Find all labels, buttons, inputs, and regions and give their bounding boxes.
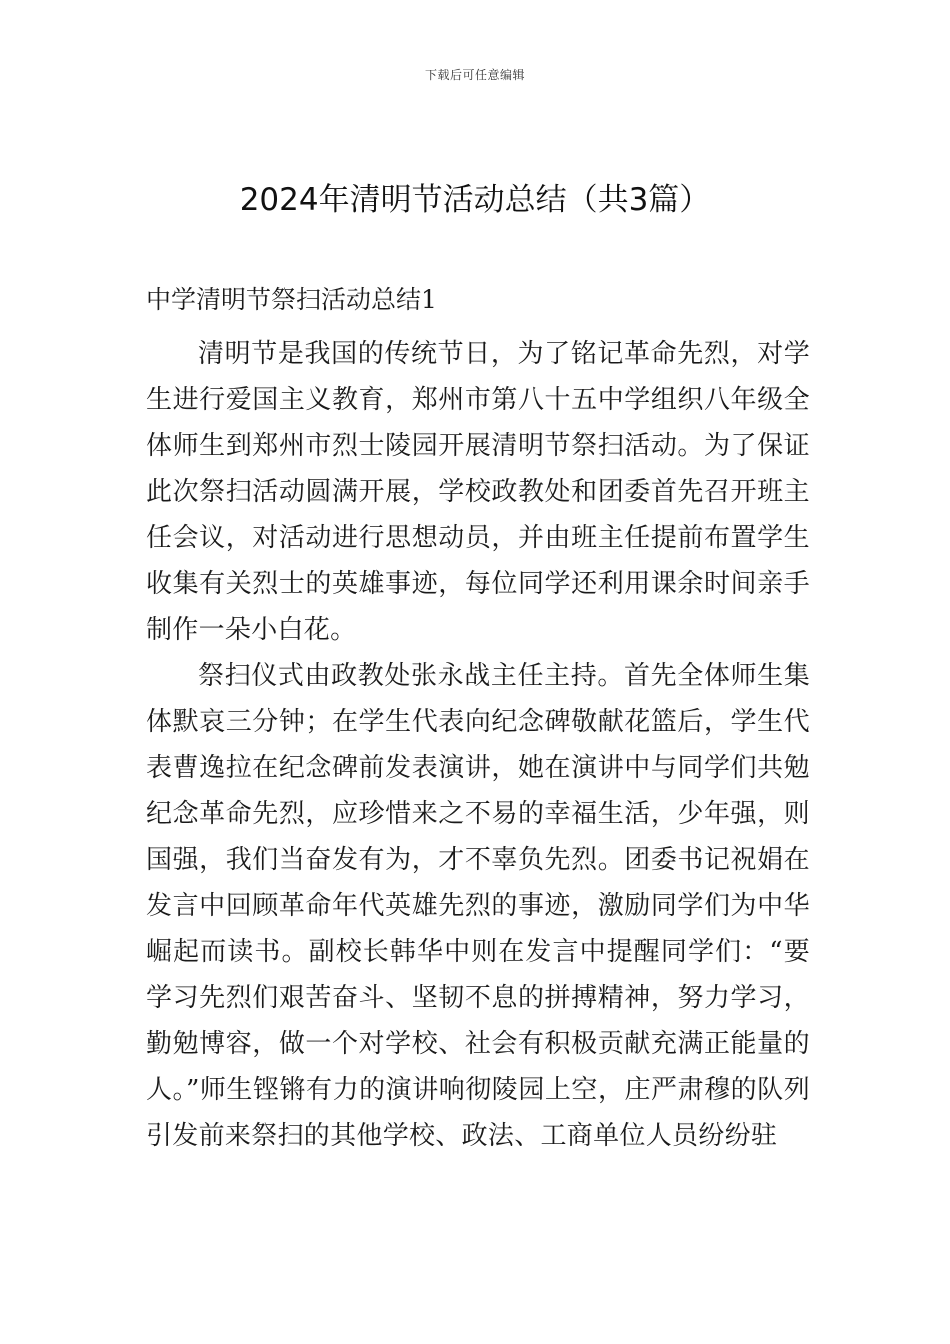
section-heading: 中学清明节祭扫活动总结1 xyxy=(146,285,437,314)
paragraph-2: 祭扫仪式由政教处张永战主任主持。首先全体师生集体默哀三分钟；在学生代表向纪念碑敬献花篮后，学生代表曹逸拉在纪念碑前发表演讲，她在演讲中与同学们共勉纪念革命先烈，应珍惜来之不易的幸福生活，少年强，则国强，我们当奋发有为，才不辜负先烈。团委书记祝娟在发言中回顾革命年代英雄先烈的事迹，激励同学们为中华崛起而读书。副校长韩华中则在发言中提醒同学们：“要学习先烈们艰苦奋斗、坚韧不息的拼搏精神，努力学习，勤勉博容，做一个对学校、社会有积极贡献充满正能量的人。”师生铿锵有力的演讲响彻陵园上空，庄严肃穆的队列引发前来祭扫的其他学校、政法、工商单位人员纷纷驻 xyxy=(146,661,810,1151)
header-note: 下载后可任意编辑 xyxy=(424,68,525,82)
paragraph-1: 清明节是我国的传统节日，为了铭记革命先烈，对学生进行爱国主义教育，郑州市第八十五中学组织八年级全体师生到郑州市烈士陵园开展清明节祭扫活动。为了保证此次祭扫活动圆满开展，学校政教处和团委首先召开班主任会议，对活动进行思想动员，并由班主任提前布置学生收集有关烈士的英雄事迹，每位同学还利用课余时间亲手制作一朵小白花。 xyxy=(146,339,810,645)
section-body xyxy=(146,331,810,1159)
document-title: 2024年清明节活动总结（共3篇） xyxy=(239,182,711,218)
